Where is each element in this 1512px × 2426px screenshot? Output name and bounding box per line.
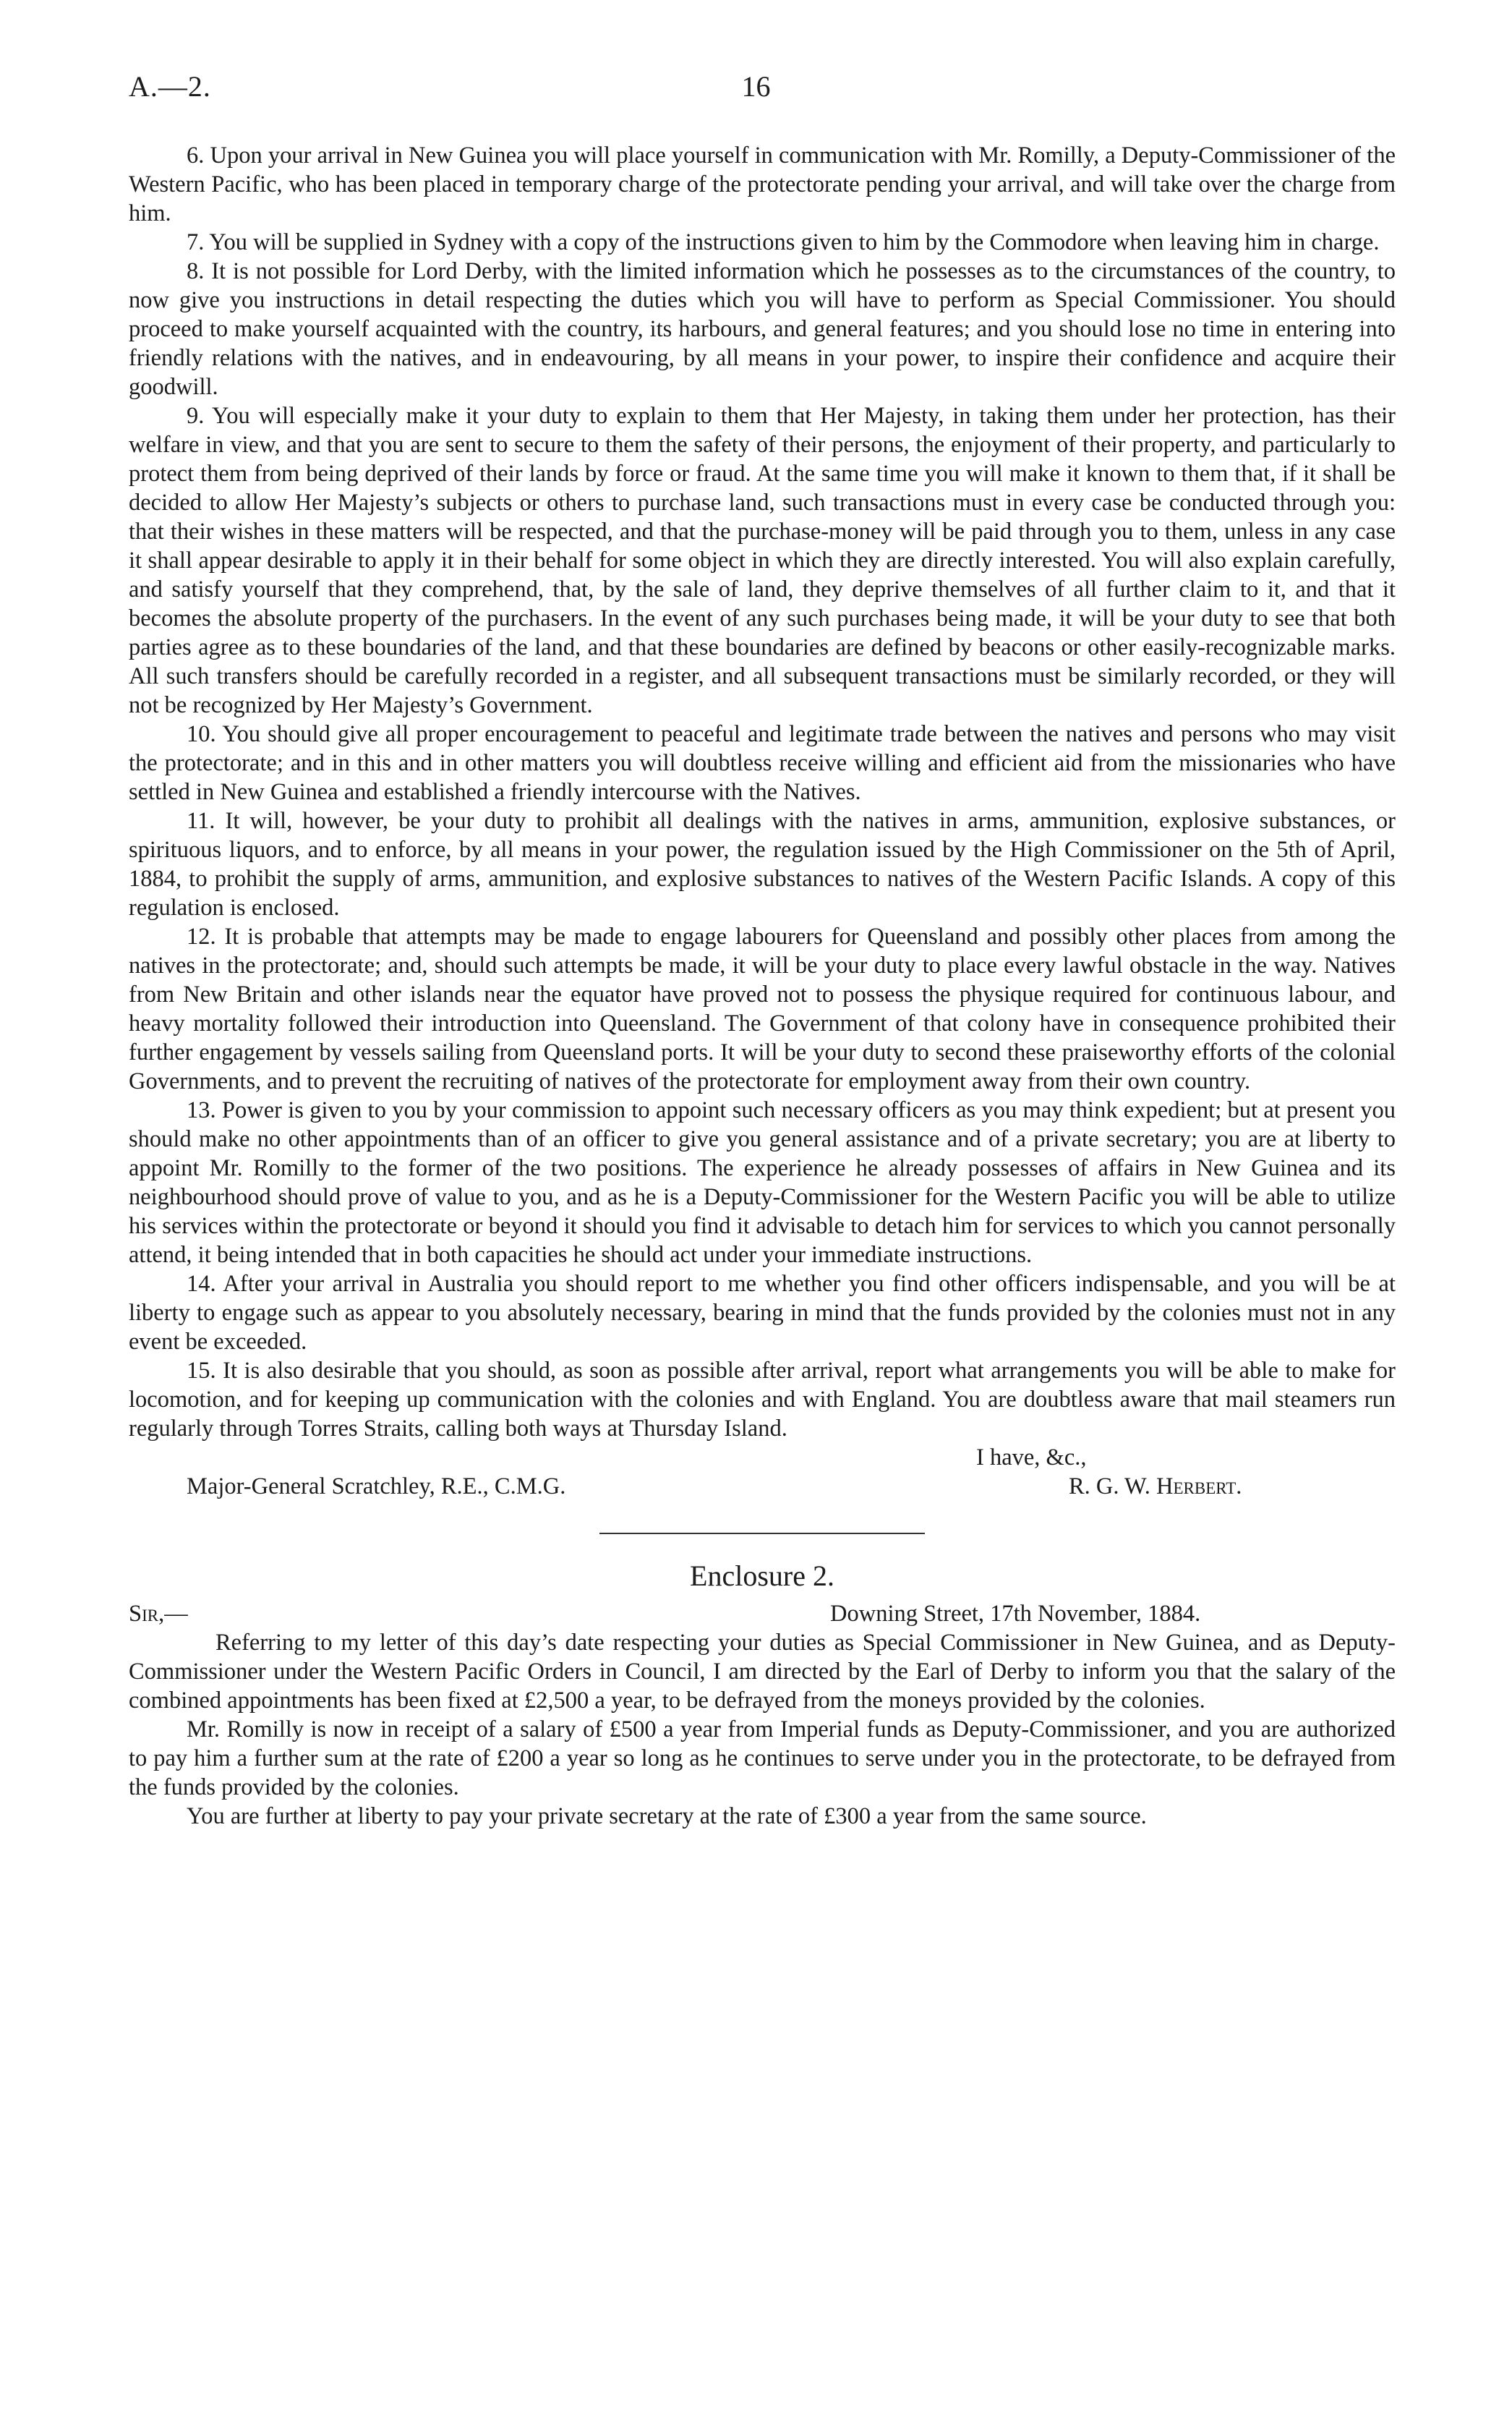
paragraph-13: 13. Power is given to you by your commission to appoint such necessary officers as you may think expedient; but at present you should make no other appointments than of an officer to give you general assistance and of a private secretary; you are at liberty to appoint Mr. Romilly to the former of the two positions. The experience he already possesses of affairs in New Guinea and its neighbourhood should prove of value to you, and as he is a Deputy-Commissioner for the Western Pacific you will be able to utilize his services within the protectorate or beyond it should you find it advisable to detach him for services to which you cannot personally attend, it being intended that in both capacities he should act under your immediate instructions. — [129, 1097, 1396, 1268]
paragraph-6: 6. Upon your arrival in New Guinea you will place yourself in communication with Mr. Romilly, a Deputy-Commissioner of the Western Pacific, who has been placed in temporary charge of the protectorate pending your arrival, and will take over the charge from him. — [129, 142, 1396, 226]
signatory-surname: Herbert. — [1156, 1473, 1242, 1499]
paragraph-8: 8. It is not possible for Lord Derby, with the limited information which he possesses as to the circumstances of the country, to now give you instructions in detail respecting the duties which you will have to perform as Special Commissioner. You should proceed to make yourself acquainted with the country, its harbours, and general features; and you should lose no time in entering into friendly relations with the natives, and in endeavouring, by all means in your power, to inspire their confidence and acquire their goodwill. — [129, 258, 1396, 400]
enclosure-paragraph-3: You are further at liberty to pay your private secretary at the rate of £300 a year from the same source. — [187, 1803, 1147, 1829]
paragraph-10: 10. You should give all proper encouragement to peaceful and legitimate trade between the natives and persons who may visit the protectorate; and in this and in other matters you will doubtless receive willing and efficient aid from the missionaries who have settled in New Guinea and established a friendly intercourse with the Natives. — [129, 721, 1396, 805]
enclosure-title: Enclosure 2. — [690, 1559, 834, 1592]
valediction: I have, &c., — [976, 1444, 1087, 1471]
paragraph-12: 12. It is probable that attempts may be made to engage labourers for Queensland and possibly other places from among the natives in the protectorate; and, should such attempts be made, it will be your duty to place every lawful obstacle in the way. Natives from New Britain and other islands near the equator have proved not to possess the physique required for continuous labour, and heavy mortality followed their introduction into Queensland. The Government of that colony have in consequence prohibited their further engagement by vessels sailing from Queensland ports. It will be your duty to second these praiseworthy efforts of the colonial Governments, and to prevent the recruiting of natives of the protectorate for employment away from their own country. — [129, 924, 1396, 1094]
signatory — [1069, 1472, 1242, 1501]
enclosure-paragraph-1: Referring to my letter of this day’s date respecting your duties as Special Commissioner in New Guinea, and as Deputy-Commissioner under the Western Pacific Orders in Council, I am directed by the Earl of Derby to inform you that the salary of the combined appointments has been fixed at £2,500 a year, to be defrayed from the moneys provided by the colonies. — [129, 1630, 1396, 1714]
section-divider — [599, 1533, 925, 1534]
recipient-name: Major-General Scratchley, R.E., C.M.G. — [187, 1473, 566, 1499]
paragraph-15: 15. It is also desirable that you should, as soon as possible after arrival, report what arrangements you will be able to make for locomotion, and for keeping up communication with the colonies and with England. You are doubtless aware that mail steamers run regularly through Torres Straits, calling both ways at Thursday Island. — [129, 1358, 1396, 1442]
valediction-line — [129, 1443, 1396, 1472]
paragraph-11: 11. It will, however, be your duty to prohibit all dealings with the natives in arms, ammunition, explosive substances, or spirituous liquors, and to enforce, by all means in your power, the regulation issued by the High Commissioner on the 5th of April, 1884, to prohibit the supply of arms, ammunition, and explosive substances to natives of the Western Pacific Islands. A copy of this regulation is enclosed. — [129, 808, 1396, 921]
page-number: 16 — [741, 70, 771, 103]
salutation: Sir,— — [129, 1601, 188, 1627]
paragraph-7: 7. You will be supplied in Sydney with a copy of the instructions given to him by the Commodore when leaving him in charge. — [187, 229, 1380, 255]
enclosure-body — [129, 1628, 1396, 1831]
enclosure-paragraph-2: Mr. Romilly is now in receipt of a salary of £500 a year from Imperial funds as Deputy-Commissioner, and you are authorized to pay him a further sum at the rate of £200 a year so long as he continues to serve under you in the protectorate, to be defrayed from the funds provided by the colonies. — [129, 1716, 1396, 1800]
paragraph-14: 14. After your arrival in Australia you should report to me whether you find other officers indispensable, and you will be at liberty to engage such as appear to you absolutely necessary, bearing in mind that the funds provided by the colonies must not in any event be exceeded. — [129, 1271, 1396, 1355]
signatory-initials: R. G. W. — [1069, 1473, 1150, 1499]
address-date: Downing Street, 17th November, 1884. — [830, 1601, 1201, 1627]
paragraph-9: 9. You will especially make it your duty to explain to them that Her Majesty, in taking them under her protection, has their welfare in view, and that you are sent to secure to them the safety of their persons, the enjoyment of their property, and particularly to protect them from being deprived of their lands by force or fraud. At the same time you will make it known to them that, if it shall be decided to allow Her Majesty’s subjects or others to purchase land, such transactions must in every case be conducted through you: that their wishes in these matters will be respected, and that the purchase-money will be paid through you to them, unless in any case it shall appear desirable to apply it in their behalf for some object in which they are directly interested. You will also explain carefully, and satisfy yourself that they comprehend, that, by the sale of land, they deprive themselves of all further claim to it, and that it becomes the absolute property of the purchasers. In the event of any such purchases being made, it will be your duty to see that both parties agree as to these boundaries of the land, and that these boundaries are defined by beacons or other easily-recognizable marks. All such transfers should be carefully recorded in a register, and all subsequent transactions must be similarly recorded, or they will not be recognized by Her Majesty’s Government. — [129, 403, 1396, 718]
signature-line — [129, 1472, 1396, 1501]
page-header — [129, 69, 1383, 113]
salutation-line — [129, 1599, 1396, 1628]
letter-body — [129, 141, 1396, 1831]
document-reference: A.—2. — [129, 70, 211, 103]
